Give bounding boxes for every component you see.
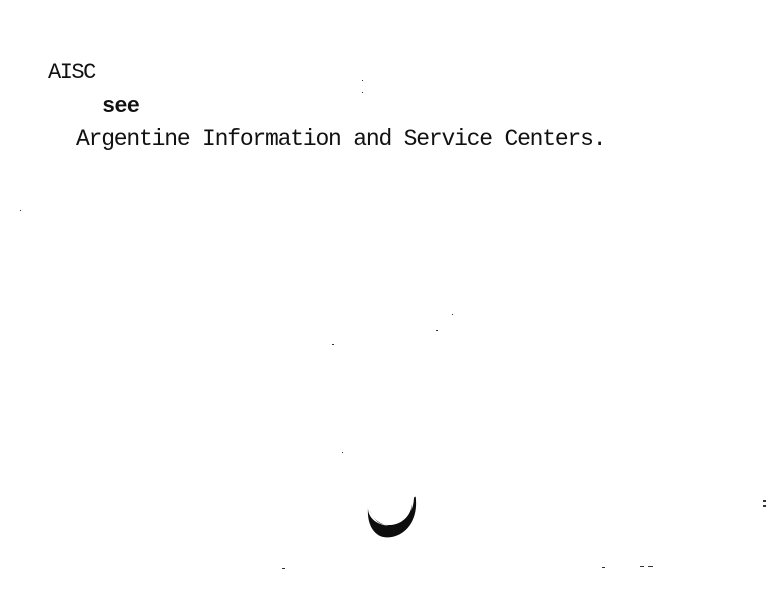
scan-speck <box>362 80 363 81</box>
scan-speck <box>763 500 766 502</box>
scan-speck <box>282 568 285 569</box>
card-heading: AISC <box>48 60 95 85</box>
scan-speck <box>763 505 766 507</box>
see-label: see <box>102 94 140 119</box>
scan-speck <box>452 314 453 315</box>
scan-speck <box>332 344 334 345</box>
scan-speck <box>602 567 605 568</box>
cross-reference: Argentine Information and Service Centers. <box>76 126 606 152</box>
scan-speck <box>20 210 21 211</box>
scan-speck <box>436 330 438 331</box>
scan-speck <box>342 452 343 453</box>
scan-speck <box>648 566 653 567</box>
crescent-punch-hole-icon <box>366 494 418 540</box>
scan-speck <box>362 92 363 93</box>
scan-speck <box>640 566 644 567</box>
